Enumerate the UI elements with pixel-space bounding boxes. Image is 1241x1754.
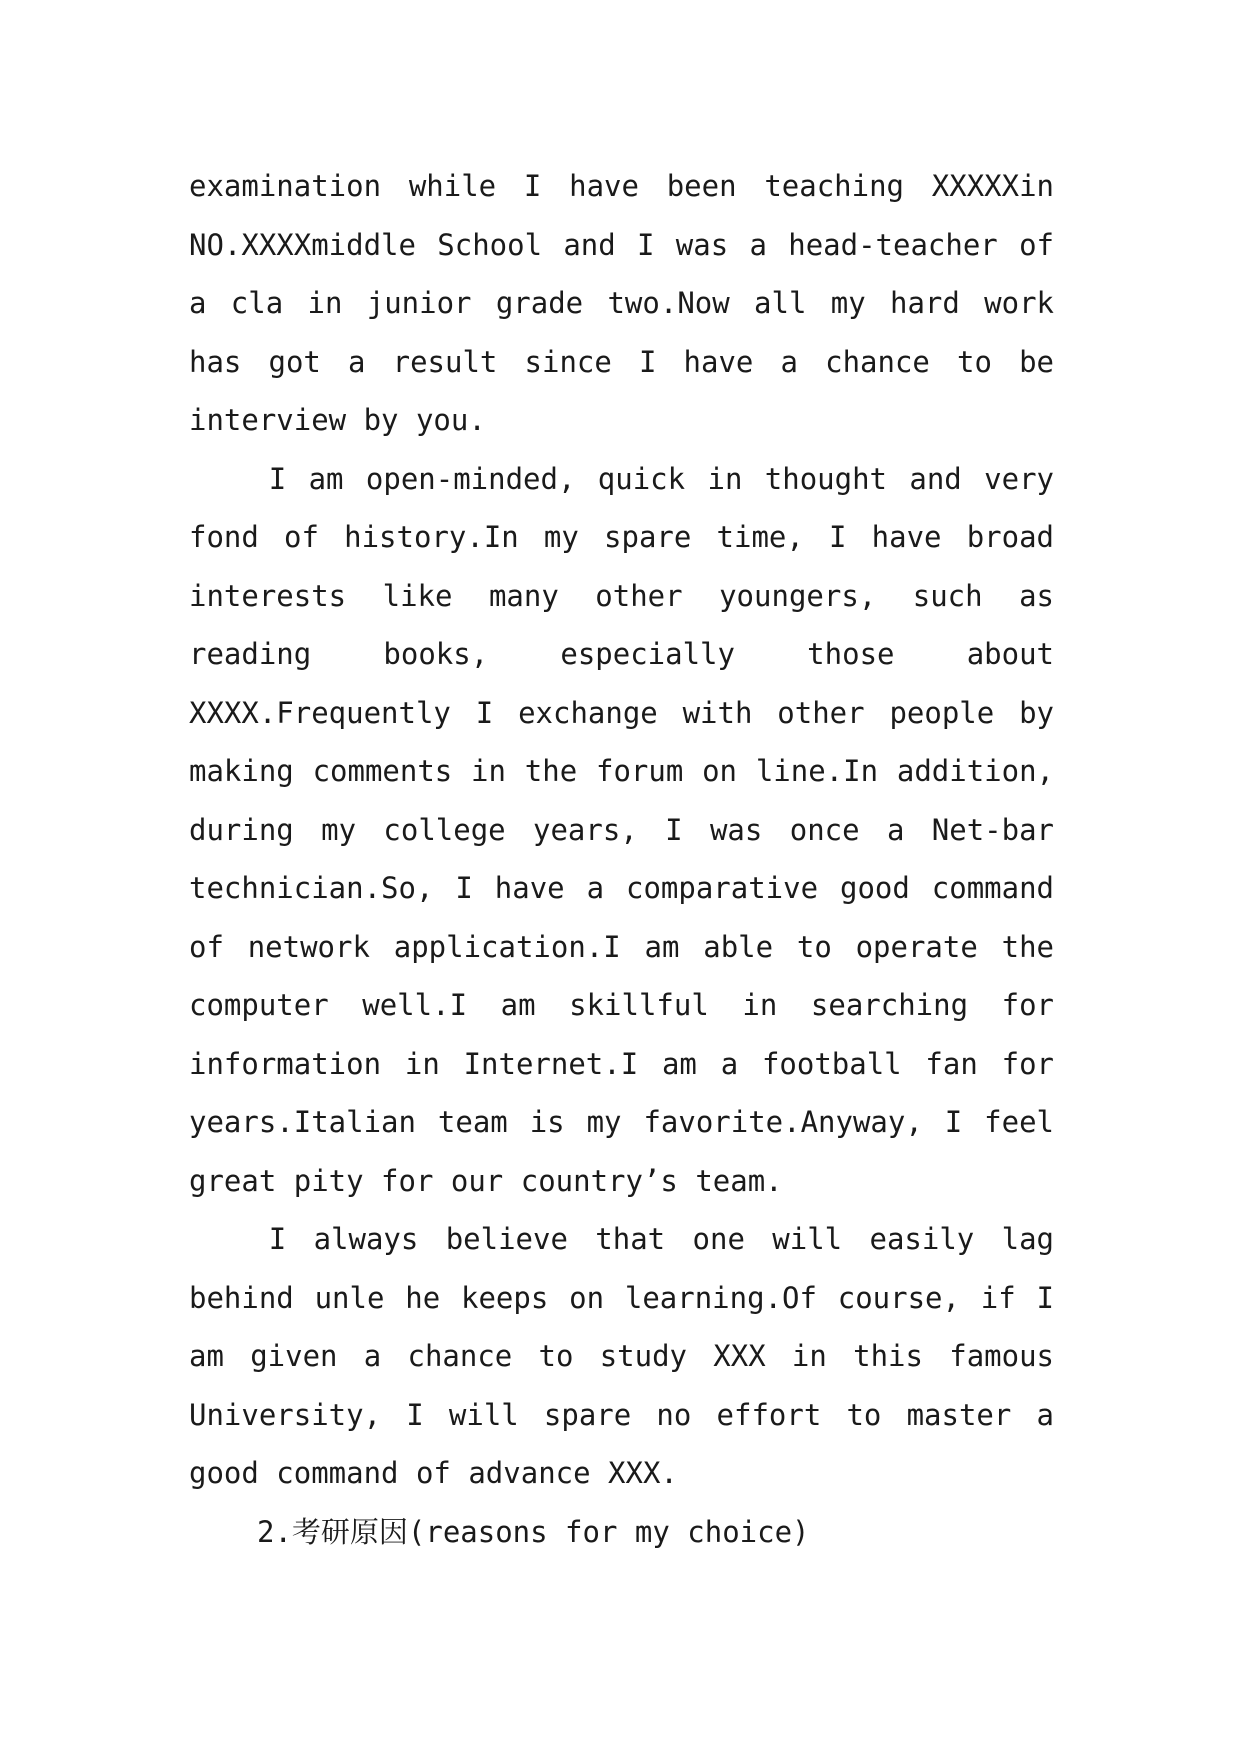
paragraph-teaching-experience: examination while I have been teaching XXXXXin NO.XXXXmiddle School and I was a head-teacher of a cla in junior grade two.Now all my hard work has got a result since I have a chance to be interview by you. bbox=[189, 169, 1054, 437]
paragraph-personality-interests: I am open-minded, quick in thought and very fond of history.In my spare time, I have broad interests like many other youngers, such as reading books, especially those about XXXX.Frequently I exchange with other people by making comments in the forum on line.In addition, during my college years, I was once a Net-bar technician.So, I have a comparative good command of network application.I am able to operate the computer well.I am skillful in searching for information in Internet.I am a football fan for years.Italian team is my favorite.Anyway, I feel great pity for our country’s team. bbox=[189, 461, 1054, 1198]
section-heading-reasons: 2.考研原因(reasons for my choice) bbox=[257, 1514, 810, 1549]
document-body bbox=[189, 157, 1054, 1561]
paragraph-learning-goal: I always believe that one will easily lag behind unle he keeps on learning.Of course, if I am given a chance to study XXX in this famous University, I will spare no effort to master a good command of advance XXX. bbox=[189, 1222, 1054, 1490]
